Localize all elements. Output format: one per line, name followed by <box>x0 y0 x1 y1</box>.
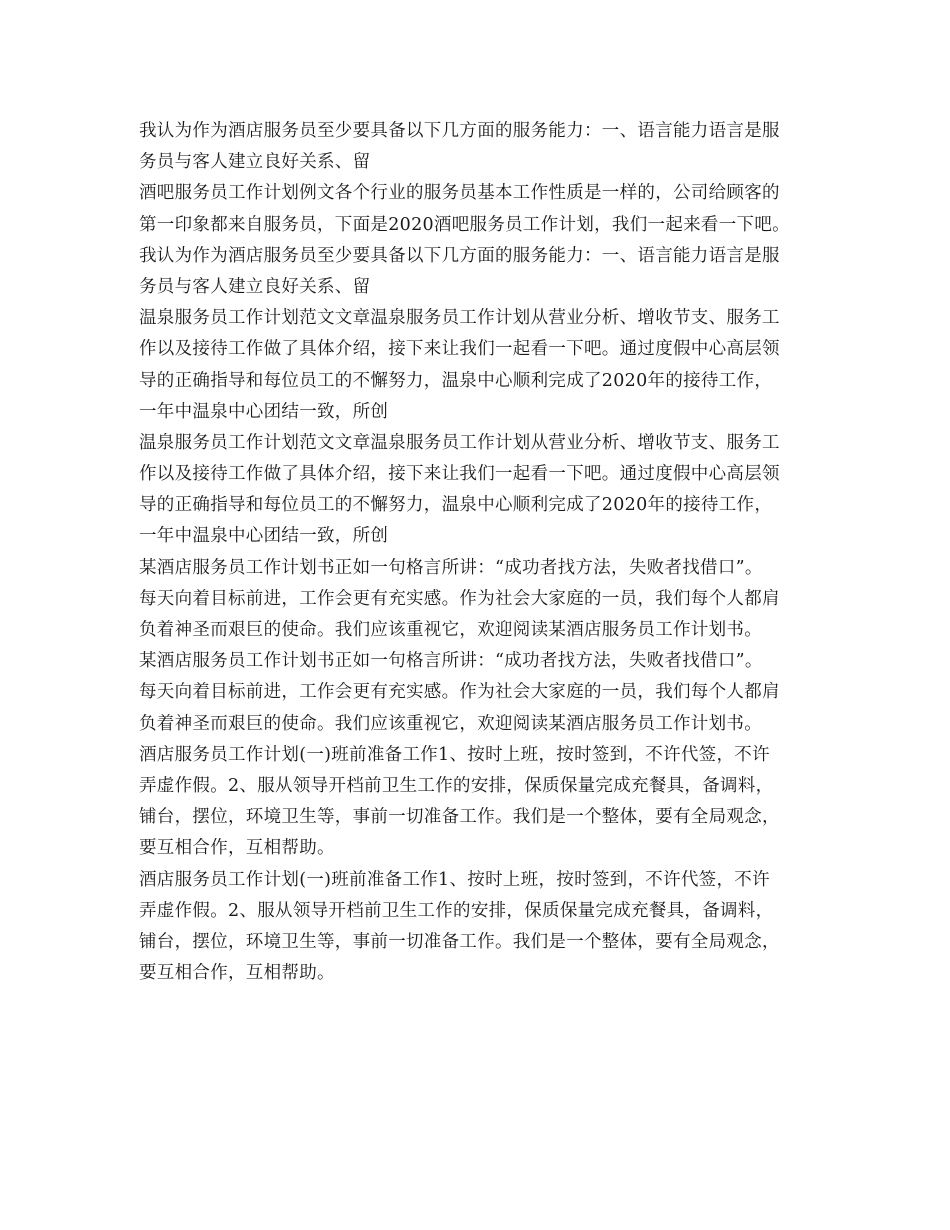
text-line: 弄虚作假。2、服从领导开档前卫生工作的安排，保质保量完成充餐具，备调料， <box>139 900 774 921</box>
text-line: 温泉服务员工作计划范文文章温泉服务员工作计划从营业分析、增收节支、服务工 <box>139 308 780 329</box>
text-line: 每天向着目标前进，工作会更有充实感。作为社会大家庭的一员，我们每个人都肩 <box>139 588 780 609</box>
text-line: 温泉服务员工作计划范文文章温泉服务员工作计划从营业分析、增收节支、服务工 <box>139 432 780 453</box>
text-line: 一年中温泉中心团结一致，所创 <box>139 401 389 422</box>
text-line: 酒吧服务员工作计划例文各个行业的服务员基本工作性质是一样的，公司给顾客的 <box>139 183 780 204</box>
text-line: 务员与客人建立良好关系、留 <box>139 152 371 173</box>
text-line: 某酒店服务员工作计划书正如一句格言所讲：“成功者找方法，失败者找借口”。 <box>139 557 763 578</box>
text-line: 要互相合作，互相帮助。 <box>139 838 335 859</box>
document-body <box>139 116 819 989</box>
text-line: 务员与客人建立良好关系、留 <box>139 276 371 297</box>
text-line: 导的正确指导和每位员工的不懈努力，温泉中心顺利完成了2020年的接待工作， <box>139 495 773 516</box>
text-line: 酒店服务员工作计划(一)班前准备工作1、按时上班，按时签到，不许代签，不许 <box>139 744 770 765</box>
text-line: 作以及接待工作做了具体介绍，接下来让我们一起看一下吧。通过度假中心高层领 <box>139 464 780 485</box>
text-line: 要互相合作，互相帮助。 <box>139 963 335 984</box>
text-line: 铺台，摆位，环境卫生等，事前一切准备工作。我们是一个整体，要有全局观念， <box>139 931 780 952</box>
text-line: 导的正确指导和每位员工的不懈努力，温泉中心顺利完成了2020年的接待工作， <box>139 370 773 391</box>
text-line: 某酒店服务员工作计划书正如一句格言所讲：“成功者找方法，失败者找借口”。 <box>139 651 763 672</box>
text-line: 作以及接待工作做了具体介绍，接下来让我们一起看一下吧。通过度假中心高层领 <box>139 339 780 360</box>
text-line: 第一印象都来自服务员，下面是2020酒吧服务员工作计划，我们一起来看一下吧。 <box>139 214 790 235</box>
text-line: 铺台，摆位，环境卫生等，事前一切准备工作。我们是一个整体，要有全局观念， <box>139 807 780 828</box>
text-line: 每天向着目标前进，工作会更有充实感。作为社会大家庭的一员，我们每个人都肩 <box>139 682 780 703</box>
text-line: 弄虚作假。2、服从领导开档前卫生工作的安排，保质保量完成充餐具，备调料， <box>139 775 774 796</box>
text-line: 一年中温泉中心团结一致，所创 <box>139 526 389 547</box>
text-line: 我认为作为酒店服务员至少要具备以下几方面的服务能力：一、语言能力语言是服 <box>139 245 780 266</box>
text-line: 负着神圣而艰巨的使命。我们应该重视它，欢迎阅读某酒店服务员工作计划书。 <box>139 713 762 734</box>
text-line: 负着神圣而艰巨的使命。我们应该重视它，欢迎阅读某酒店服务员工作计划书。 <box>139 620 762 640</box>
text-line: 我认为作为酒店服务员至少要具备以下几方面的服务能力：一、语言能力语言是服 <box>139 121 780 141</box>
text-line: 酒店服务员工作计划(一)班前准备工作1、按时上班，按时签到，不许代签，不许 <box>139 869 770 890</box>
